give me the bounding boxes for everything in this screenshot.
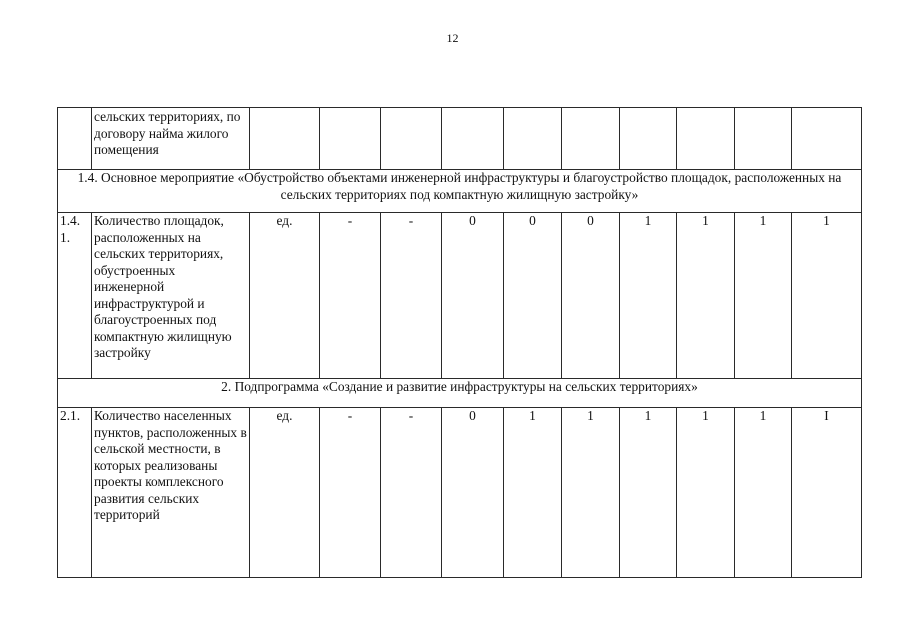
value-cell: 1 — [504, 408, 562, 578]
unit-cell: ед. — [250, 408, 320, 578]
value-cell: - — [320, 213, 381, 379]
value-cell: 0 — [504, 213, 562, 379]
value-cell: 1 — [677, 213, 735, 379]
value-cell: - — [381, 213, 442, 379]
indicators-table — [57, 107, 862, 578]
section-title: 2. Подпрограмма «Создание и развитие инфраструктуры на сельских территориях» — [58, 379, 862, 408]
section-title: 1.4. Основное мероприятие «Обустройство объектами инженерной инфраструктуры и благоустройство площадок, расположенных на сельских территориях под компактную жилищную застройку» — [58, 170, 862, 213]
value-cell: 1 — [792, 213, 862, 379]
unit-cell — [250, 108, 320, 170]
value-cell — [320, 108, 381, 170]
value-cell: 0 — [562, 213, 620, 379]
value-cell — [735, 108, 792, 170]
row-number-cell: 1.4. 1. — [58, 213, 92, 379]
value-cell: 0 — [442, 408, 504, 578]
value-cell: 1 — [677, 408, 735, 578]
table-row-continuation — [58, 108, 862, 170]
row-number-cell — [58, 108, 92, 170]
value-cell: - — [381, 408, 442, 578]
value-cell: 1 — [620, 213, 677, 379]
value-cell — [562, 108, 620, 170]
unit-cell: ед. — [250, 213, 320, 379]
value-cell: 1 — [562, 408, 620, 578]
page-number: 12 — [446, 31, 459, 45]
value-cell: 1 — [735, 408, 792, 578]
table-row-1-4-1 — [58, 213, 862, 379]
section-header-row-1-4 — [58, 170, 862, 213]
section-header-row-2 — [58, 379, 862, 408]
value-cell — [442, 108, 504, 170]
value-cell: 1 — [620, 408, 677, 578]
value-cell: I — [792, 408, 862, 578]
value-cell — [504, 108, 562, 170]
value-cell — [620, 108, 677, 170]
indicator-name-cell: Количество площадок, расположенных на сельских территориях, обустроенных инженерной инфраструктурой и благоустроенных под компактную жилищную застройку — [92, 213, 250, 379]
row-number-cell: 2.1. — [58, 408, 92, 578]
indicator-name-cell: Количество населенных пунктов, расположенных в сельской местности, в которых реализованы проекты комплексного развития сельских территорий — [92, 408, 250, 578]
value-cell: - — [320, 408, 381, 578]
indicator-name-cell: сельских территориях, по договору найма жилого помещения — [92, 108, 250, 170]
value-cell: 0 — [442, 213, 504, 379]
value-cell — [677, 108, 735, 170]
value-cell — [792, 108, 862, 170]
value-cell — [381, 108, 442, 170]
value-cell: 1 — [735, 213, 792, 379]
table-row-2-1 — [58, 408, 862, 578]
